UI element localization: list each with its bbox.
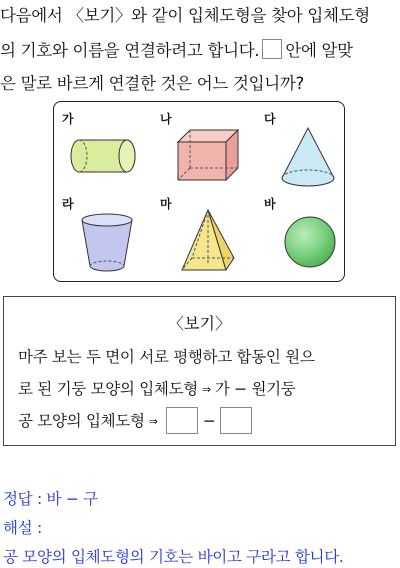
bogi-line-3-text: 공 모양의 입체도형 xyxy=(18,412,145,430)
blank-dash: − xyxy=(202,412,216,430)
cuboid-shape xyxy=(174,126,246,186)
sphere-shape xyxy=(282,214,338,270)
figure-label-ba: 바 xyxy=(264,197,276,211)
cylinder-shape xyxy=(69,136,141,176)
figure-label-ga: 가 xyxy=(62,112,74,126)
question-line-1: 다음에서 〈보기〉와 같이 입체도형을 찾아 입체도형 xyxy=(0,6,370,25)
question-line-2-start: 의 기호와 이름을 연결하려고 합니다. xyxy=(0,41,260,60)
arrow-icon: ⇒ xyxy=(148,415,158,428)
pyramid-shape xyxy=(178,206,238,278)
figure-label-ma: 마 xyxy=(160,197,172,211)
cup-shape xyxy=(78,212,136,274)
blank-box-symbol xyxy=(166,407,198,434)
bogi-line-2 xyxy=(18,377,295,399)
cone-shape xyxy=(278,124,338,190)
bogi-example-box xyxy=(3,296,396,446)
bogi-line-1: 마주 보는 두 면이 서로 평행하고 합동인 원으 xyxy=(18,348,315,366)
bogi-line-3 xyxy=(18,407,252,434)
answer-blank-box xyxy=(262,39,282,59)
arrow-icon: ⇒ xyxy=(201,383,211,396)
blank-box-name xyxy=(220,407,252,434)
question-line-2-end: 안에 알맞 xyxy=(285,41,353,60)
bogi-line-2-text: 로 된 기둥 모양의 입체도형 xyxy=(18,380,198,398)
figure-label-da: 다 xyxy=(264,112,276,126)
explanation-text: 공 모양의 입체도형의 기호는 바이고 구라고 합니다. xyxy=(3,548,344,566)
question-line-2 xyxy=(0,37,353,61)
figure-panel xyxy=(53,101,345,282)
explanation-label: 해설 : xyxy=(3,519,42,537)
figure-label-ra: 라 xyxy=(62,197,74,211)
question-line-3: 은 말로 바르게 연결한 것은 어느 것입니까? xyxy=(0,74,304,93)
bogi-line-2-answer: 가 − 원기둥 xyxy=(214,380,296,398)
bogi-title: 〈보기〉 xyxy=(168,314,231,333)
answer-line: 정답 : 바 − 구 xyxy=(3,490,98,508)
figure-label-na: 나 xyxy=(160,112,172,126)
